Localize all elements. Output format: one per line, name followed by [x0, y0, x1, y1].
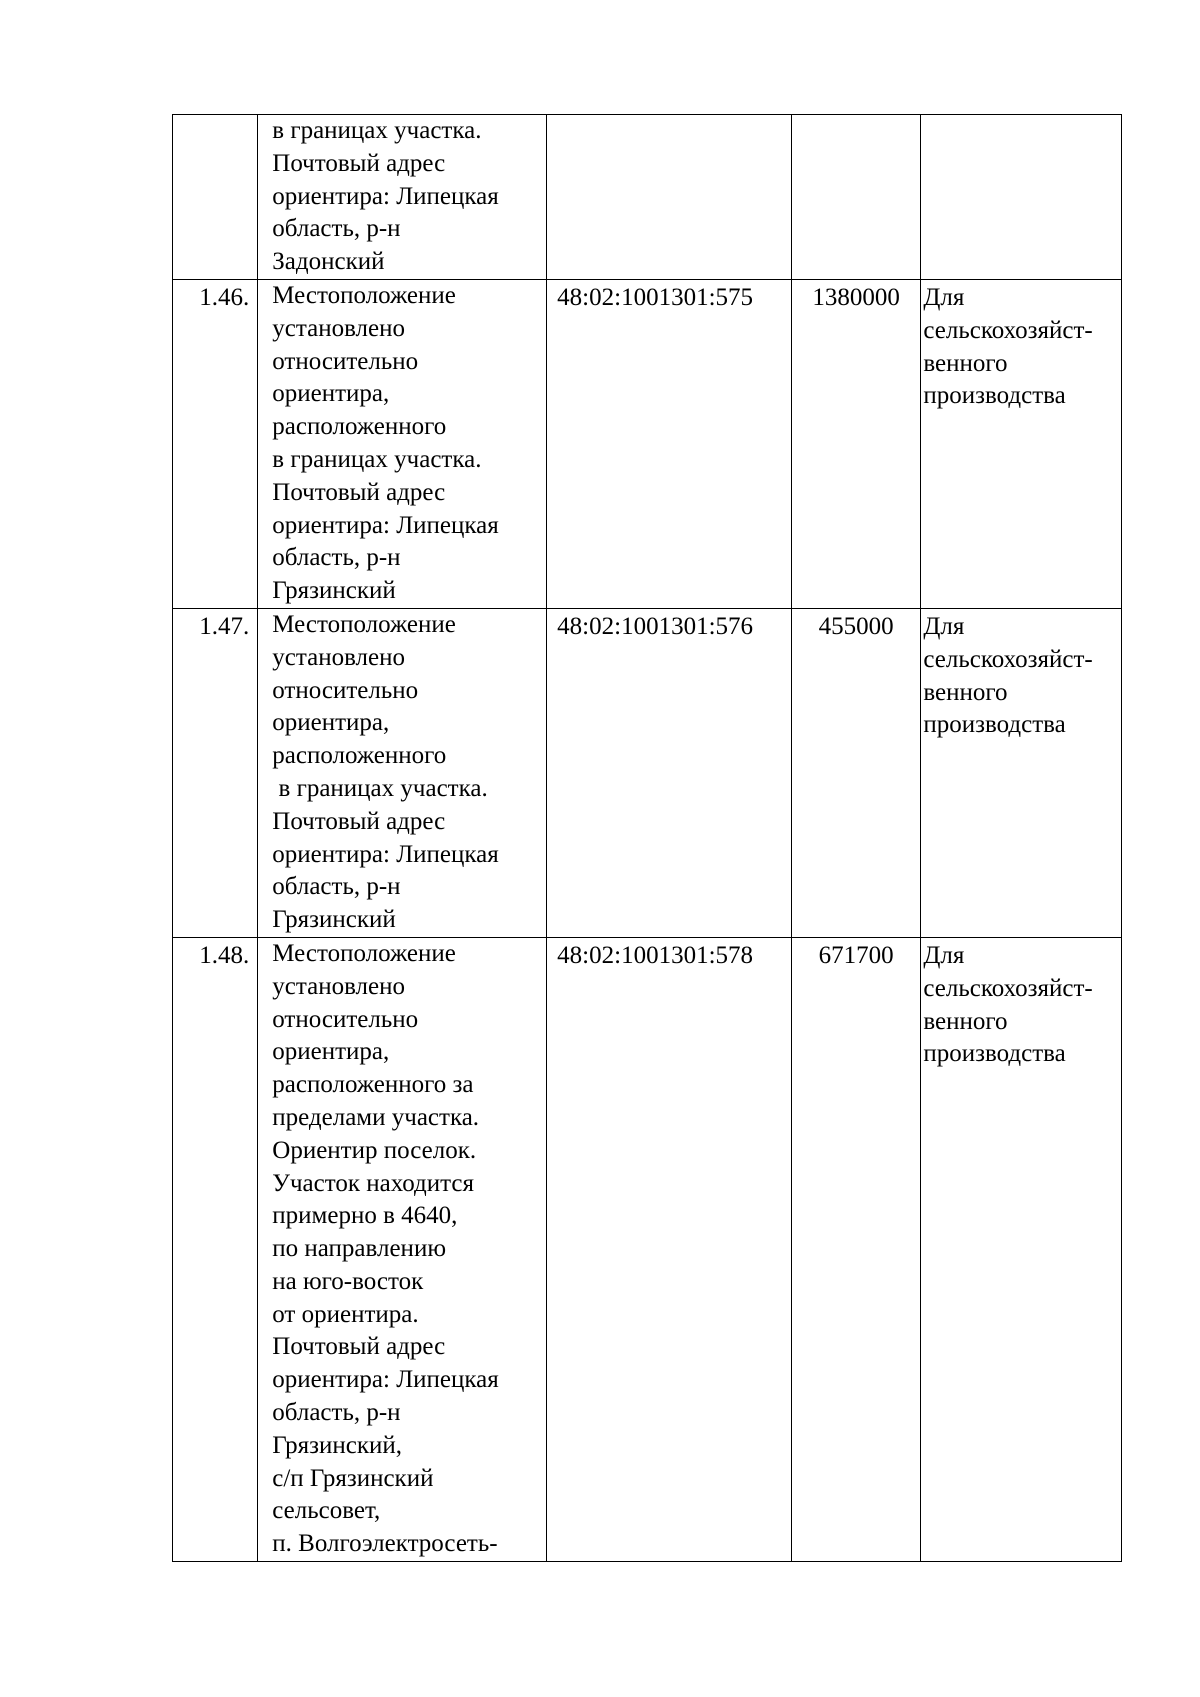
land-plots-table [172, 114, 1122, 1562]
location-line: Грязинский [272, 906, 396, 934]
cadastral-number-cell: 48:02:1001301:575 [547, 279, 792, 608]
location-line: ориентира: Липецкая [272, 511, 499, 539]
location-line: ориентира: Липецкая [272, 1366, 499, 1394]
location-line: ориентира, [272, 380, 390, 408]
permitted-use-cell [921, 115, 1122, 280]
location-line: ориентира, [272, 1038, 390, 1066]
table-row [173, 608, 1122, 937]
location-line: Задонский [272, 248, 385, 276]
use-line: производства [923, 382, 1066, 410]
area-cell: 671700 [791, 937, 920, 1561]
location-line: пределами участка. [272, 1103, 480, 1131]
location-line: в границах участка. [272, 445, 482, 473]
area-cell: 455000 [791, 608, 920, 937]
location-line: в границах участка. [272, 774, 488, 802]
location-line: Почтовый адрес [272, 1333, 446, 1361]
location-line: Грязинский, [272, 1431, 403, 1459]
table-row [173, 937, 1122, 1561]
table-row [173, 279, 1122, 608]
permitted-use-cell [921, 279, 1122, 608]
location-line: расположенного [272, 413, 447, 441]
row-number-cell: 1.46. [173, 279, 258, 608]
location-cell [258, 115, 547, 280]
location-cell [258, 608, 547, 937]
location-line: от ориентира. [272, 1300, 419, 1328]
location-line: сельсовет, [272, 1497, 381, 1525]
use-line: сельскохозяйст- [923, 974, 1093, 1002]
location-line: установлено [272, 643, 405, 671]
use-line: Для [923, 612, 965, 640]
location-line: область, р-н [272, 1399, 401, 1427]
use-line: производства [923, 711, 1066, 739]
location-cell [258, 937, 547, 1561]
location-line: по направлению [272, 1235, 446, 1263]
location-line: Местоположение [272, 281, 456, 309]
area-cell [791, 115, 920, 280]
location-line: Почтовый адрес [272, 149, 446, 177]
location-line: Почтовый адрес [272, 478, 446, 506]
cadastral-number-cell [547, 115, 792, 280]
location-line: ориентира: Липецкая [272, 182, 499, 210]
location-line: относительно [272, 676, 419, 704]
location-line: с/п Грязинский [272, 1464, 434, 1492]
location-line: относительно [272, 347, 419, 375]
use-line: производства [923, 1040, 1066, 1068]
permitted-use-cell [921, 608, 1122, 937]
use-line: венного [923, 678, 1008, 706]
area-cell: 1380000 [791, 279, 920, 608]
use-line: сельскохозяйст- [923, 316, 1093, 344]
row-number-cell: 1.48. [173, 937, 258, 1561]
cadastral-number-cell: 48:02:1001301:578 [547, 937, 792, 1561]
use-line: венного [923, 1007, 1008, 1035]
location-line: Почтовый адрес [272, 807, 446, 835]
table-body [173, 115, 1122, 1562]
location-line: расположенного за [272, 1071, 474, 1099]
location-line: область, р-н [272, 873, 401, 901]
permitted-use-cell [921, 937, 1122, 1561]
location-line: Участок находится [272, 1169, 474, 1197]
location-line: Грязинский [272, 577, 396, 605]
location-line: ориентира, [272, 709, 390, 737]
row-number-cell [173, 115, 258, 280]
location-line: область, р-н [272, 215, 401, 243]
location-line: область, р-н [272, 544, 401, 572]
use-line: Для [923, 941, 965, 969]
location-line: Местоположение [272, 610, 456, 638]
location-line: ориентира: Липецкая [272, 840, 499, 868]
location-line: на юго-восток [272, 1267, 424, 1295]
location-line: в границах участка. [272, 117, 482, 144]
cadastral-number-cell: 48:02:1001301:576 [547, 608, 792, 937]
location-line: п. Волгоэлектросеть- [272, 1530, 498, 1558]
location-cell [258, 279, 547, 608]
location-line: примерно в 4640, [272, 1202, 458, 1230]
row-number-cell: 1.47. [173, 608, 258, 937]
location-line: установлено [272, 314, 405, 342]
location-line: Ориентир поселок. [272, 1136, 477, 1164]
use-line: сельскохозяйст- [923, 645, 1093, 673]
use-line: Для [923, 283, 965, 311]
table-row [173, 115, 1122, 280]
location-line: установлено [272, 972, 405, 1000]
location-line: относительно [272, 1005, 419, 1033]
use-line: венного [923, 349, 1008, 377]
location-line: Местоположение [272, 939, 456, 967]
location-line: расположенного [272, 742, 447, 770]
